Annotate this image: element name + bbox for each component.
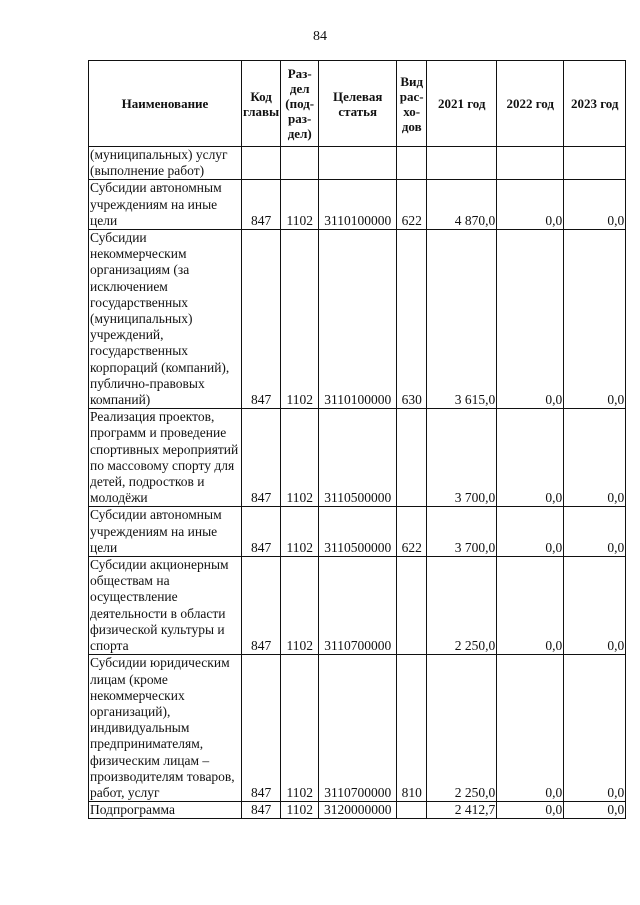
row-code: 847 <box>242 557 281 655</box>
row-kind: 622 <box>397 507 427 557</box>
row-2022: 0,0 <box>497 507 564 557</box>
row-name: Субсидии юридическим лицам (кроме некоммерческих организаций), индивидуальным предпринимателям, физическим лицам – производителям товаров, работ, услуг <box>89 655 242 802</box>
row-code: 847 <box>242 507 281 557</box>
table-row <box>89 802 626 819</box>
row-kind: 810 <box>397 655 427 802</box>
table-header-row <box>89 61 626 147</box>
header-code: Код главы <box>242 61 281 147</box>
row-2023: 0,0 <box>564 409 626 507</box>
page-number: 84 <box>313 29 327 44</box>
row-2022: 0,0 <box>497 230 564 409</box>
row-2021: 3 615,0 <box>427 230 497 409</box>
header-kind: Вид рас-хо-дов <box>397 61 427 147</box>
row-2022: 0,0 <box>497 802 564 819</box>
row-target: 3110700000 <box>319 655 397 802</box>
row-2022: 0,0 <box>497 409 564 507</box>
row-kind <box>397 409 427 507</box>
budget-table <box>88 60 626 819</box>
row-target: 3110700000 <box>319 557 397 655</box>
table-row <box>89 507 626 557</box>
row-2022: 0,0 <box>497 557 564 655</box>
row-target: 3110500000 <box>319 507 397 557</box>
row-kind <box>397 147 427 180</box>
table-row <box>89 557 626 655</box>
table-row <box>89 230 626 409</box>
table-row <box>89 180 626 230</box>
row-2021 <box>427 147 497 180</box>
header-2023: 2023 год <box>564 61 626 147</box>
row-section: 1102 <box>281 507 319 557</box>
row-2023: 0,0 <box>564 230 626 409</box>
table-row <box>89 409 626 507</box>
row-2023 <box>564 147 626 180</box>
header-2021: 2021 год <box>427 61 497 147</box>
row-code <box>242 147 281 180</box>
row-2022: 0,0 <box>497 180 564 230</box>
row-name: Субсидии автономным учреждениям на иные цели <box>89 180 242 230</box>
row-section: 1102 <box>281 409 319 507</box>
row-kind <box>397 557 427 655</box>
row-2021: 3 700,0 <box>427 507 497 557</box>
row-code: 847 <box>242 409 281 507</box>
row-section: 1102 <box>281 230 319 409</box>
row-section: 1102 <box>281 180 319 230</box>
row-name: Субсидии акционерным обществам на осуществление деятельности в области физической культуры и спорта <box>89 557 242 655</box>
header-2022: 2022 год <box>497 61 564 147</box>
table-row <box>89 147 626 180</box>
row-code: 847 <box>242 802 281 819</box>
row-code: 847 <box>242 655 281 802</box>
row-2021: 4 870,0 <box>427 180 497 230</box>
row-2022: 0,0 <box>497 655 564 802</box>
row-2023: 0,0 <box>564 557 626 655</box>
header-target: Целевая статья <box>319 61 397 147</box>
table-row <box>89 655 626 802</box>
row-2021: 2 250,0 <box>427 655 497 802</box>
row-section: 1102 <box>281 655 319 802</box>
header-name: Наименование <box>89 61 242 147</box>
row-name: Подпрограмма <box>89 802 242 819</box>
header-section: Раз-дел (под-раз-дел) <box>281 61 319 147</box>
row-2021: 2 250,0 <box>427 557 497 655</box>
row-target: 3110100000 <box>319 180 397 230</box>
row-section: 1102 <box>281 557 319 655</box>
row-2023: 0,0 <box>564 507 626 557</box>
row-kind <box>397 802 427 819</box>
row-name: Субсидии автономным учреждениям на иные цели <box>89 507 242 557</box>
row-kind: 622 <box>397 180 427 230</box>
row-2023: 0,0 <box>564 802 626 819</box>
row-kind: 630 <box>397 230 427 409</box>
row-target: 3110100000 <box>319 230 397 409</box>
row-name: Реализация проектов, программ и проведение спортивных мероприятий по массовому спорту для детей, подростков и молодёжи <box>89 409 242 507</box>
row-2021: 2 412,7 <box>427 802 497 819</box>
row-section <box>281 147 319 180</box>
row-2023: 0,0 <box>564 655 626 802</box>
row-name: Субсидии некоммерческим организациям (за исключением государственных (муниципальных) учреждений, государственных корпораций (компаний), публично-правовых компаний) <box>89 230 242 409</box>
row-target: 3110500000 <box>319 409 397 507</box>
row-name: (муниципальных) услуг (выполнение работ) <box>89 147 242 180</box>
row-section: 1102 <box>281 802 319 819</box>
row-2022 <box>497 147 564 180</box>
row-target: 3120000000 <box>319 802 397 819</box>
row-2021: 3 700,0 <box>427 409 497 507</box>
row-code: 847 <box>242 230 281 409</box>
row-code: 847 <box>242 180 281 230</box>
row-2023: 0,0 <box>564 180 626 230</box>
row-target <box>319 147 397 180</box>
